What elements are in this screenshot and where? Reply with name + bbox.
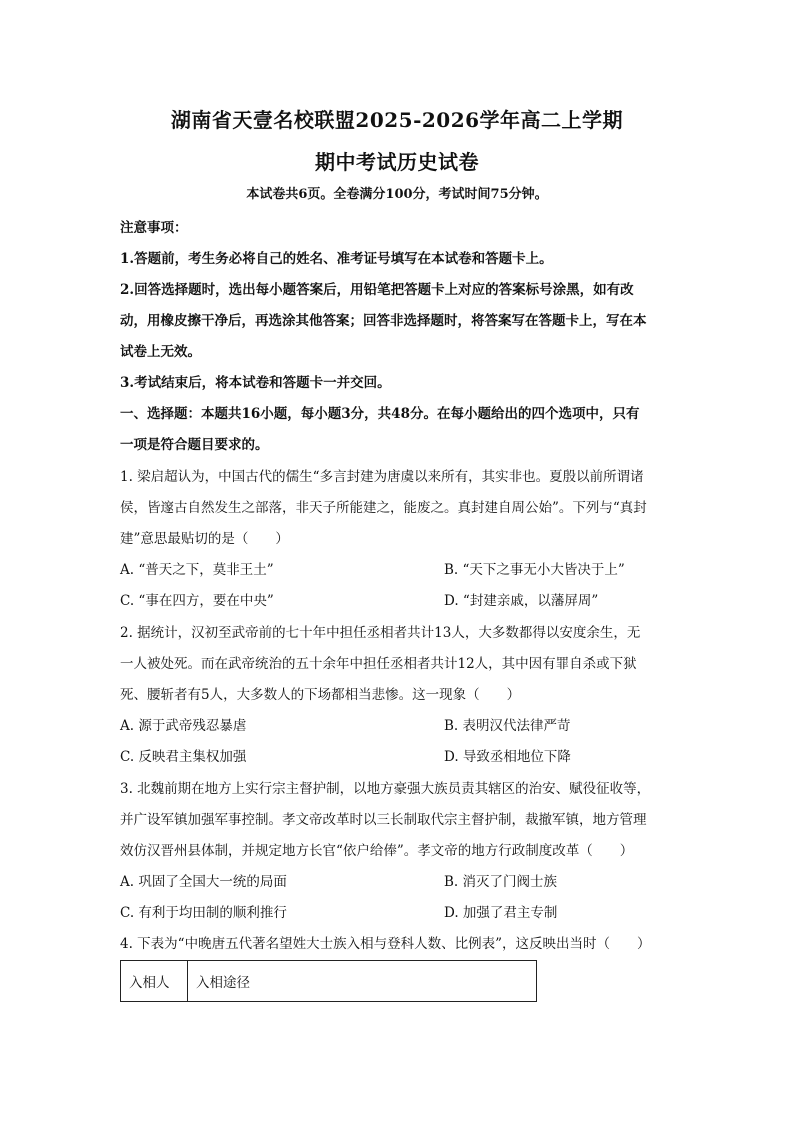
question-3-option-a: A. 巩固了全国大一统的局面 — [120, 874, 287, 890]
question-3-option-b: B. 消灭了门阀士族 — [444, 874, 558, 890]
question-2-option-c: C. 反映君主集权加强 — [120, 749, 247, 765]
question-4-text: 4. 下表为“中晚唐五代著名望姓大士族入相与登科人数、比例表”，这反映出当时（ ） — [120, 936, 651, 952]
note-item: 试卷上无效。 — [120, 344, 201, 360]
notes-heading: 注意事项： — [120, 220, 188, 236]
question-3-option-d: D. 加强了君主专制 — [444, 905, 558, 921]
note-item: 3.考试结束后，将本试卷和答题卡一并交回。 — [120, 375, 391, 391]
question-2-option-b: B. 表明汉代法律严苛 — [444, 718, 571, 734]
section-heading: 一、选择题：本题共16小题，每小题3分，共48分。在每小题给出的四个选项中，只有 — [120, 406, 640, 422]
question-2-option-d: D. 导致丞相地位下降 — [444, 749, 571, 765]
exam-title-line2: 期中考试历史试卷 — [315, 150, 479, 174]
question-1-option-a: A. “普天之下，莫非王土” — [120, 562, 274, 578]
question-1-text: 建”意思最贴切的是（ ） — [120, 531, 289, 547]
question-3-text: 并广设军镇加强军事控制。孝文帝改革时以三长制取代宗主督护制，裁撤军镇，地方管理 — [120, 812, 647, 828]
question-2-option-a: A. 源于武帝残忍暴虐 — [120, 718, 247, 734]
question-1-text: 1. 梁启超认为，中国古代的儒生“多言封建为唐虞以来所有，其实非也。夏殷以前所谓诸 — [120, 469, 644, 485]
question-3-text: 3. 北魏前期在地方上实行宗主督护制，以地方豪强大族员责其辖区的治安、赋役征收等， — [120, 781, 651, 797]
question-2-text: 一人被处死。而在武帝统治的五十余年中担任丞相者共计12人，其中因有罪自杀或下狱 — [120, 656, 637, 672]
question-3-text: 效仿汉晋州县体制，并规定地方长官“依户给俸”。孝文帝的地方行政制度改革（ ） — [120, 843, 634, 859]
question-1-option-b: B. “天下之事无小大皆决于上” — [444, 562, 625, 578]
question-2-text: 2. 据统计，汉初至武帝前的七十年中担任丞相者共计13人，大多数都得以安度余生，无 — [120, 625, 641, 641]
question-2-text: 死、腰斩者有5人，大多数人的下场都相当悲惨。这一现象（ ） — [120, 687, 521, 703]
question-1-text: 侯，皆邃古自然发生之部落，非天子所能建之，能废之。真封建自周公始”。下列与“真封 — [120, 500, 647, 516]
exam-title-line1: 湖南省天壹名校联盟2025-2026学年高二上学期 — [170, 108, 624, 132]
question-4-table — [120, 960, 537, 1002]
table-row — [121, 961, 537, 1002]
note-item: 2.回答选择题时，选出每小题答案后，用铅笔把答题卡上对应的答案标号涂黑，如有改 — [120, 282, 634, 298]
exam-info: 本试卷共6页。全卷满分100分，考试时间75分钟。 — [246, 187, 548, 202]
table-header-cell: 入相人 — [121, 961, 188, 1002]
question-3-option-c: C. 有利于均田制的顺利推行 — [120, 905, 287, 921]
section-heading: 一项是符合题目要求的。 — [120, 437, 269, 453]
question-1-option-d: D. “封建亲戚，以藩屏周” — [444, 593, 599, 609]
table-header-cell: 入相途径 — [188, 961, 537, 1002]
note-item: 动，用橡皮擦干净后，再选涂其他答案；回答非选择题时，将答案写在答题卡上，写在本 — [120, 313, 647, 329]
note-item: 1.答题前，考生务必将自己的姓名、准考证号填写在本试卷和答题卡上。 — [120, 251, 553, 267]
question-1-option-c: C. “事在四方，要在中央” — [120, 593, 274, 609]
